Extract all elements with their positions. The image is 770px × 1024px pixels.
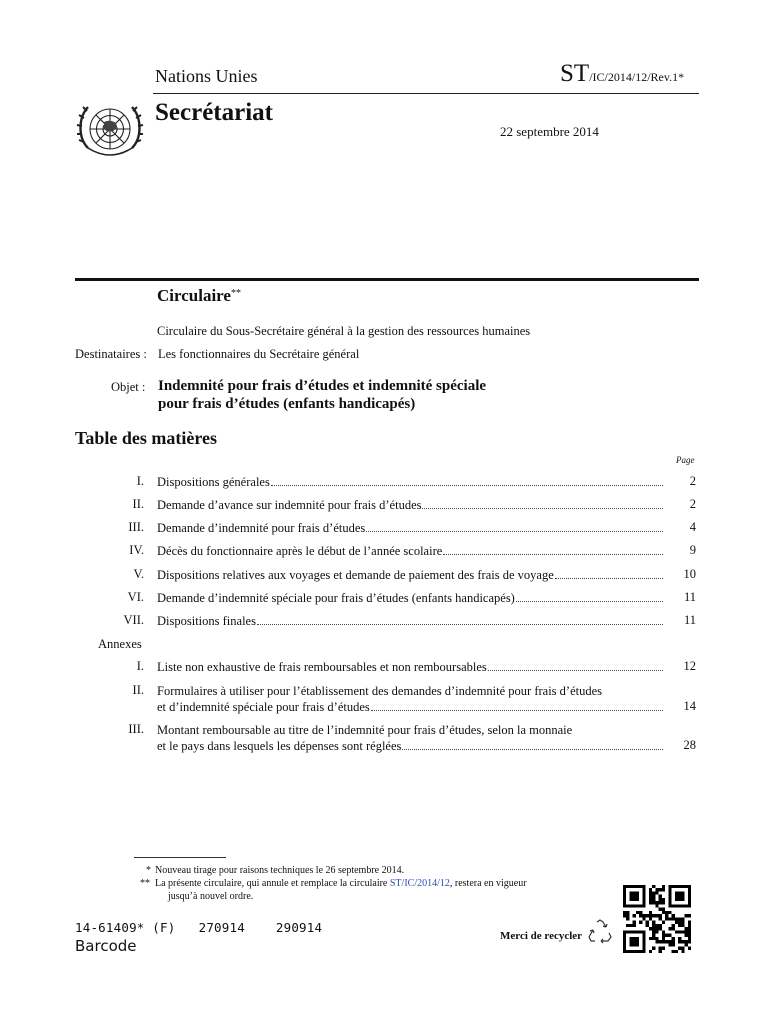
- circular-title: [157, 286, 241, 306]
- circular-title-text: Circulaire: [157, 286, 231, 305]
- toc-entry-page: 10: [683, 567, 696, 581]
- toc-heading: Table des matières: [75, 428, 217, 448]
- toc-leader-dots: [555, 578, 663, 579]
- barcode-label: Barcode: [75, 937, 137, 955]
- toc-entry-page: 14: [683, 699, 696, 713]
- toc-entry-title: [157, 613, 663, 629]
- toc-entry-page: 4: [689, 520, 696, 534]
- toc-entry-title-line: Formulaires à utiliser pour l’établissement des demandes d’indemnité pour frais d’études: [157, 684, 603, 698]
- organization-name: Nations Unies: [155, 66, 258, 86]
- toc-leader-dots: [257, 624, 663, 625]
- toc-entry-title: [157, 497, 663, 513]
- document-symbol-rest: /IC/2014/12/Rev.1*: [589, 70, 685, 84]
- un-emblem-icon: [74, 98, 146, 164]
- toc-leader-dots: [516, 601, 663, 602]
- toc-leader-dots: [371, 710, 663, 711]
- subject-line-1: Indemnité pour frais d’études et indemnité spéciale: [158, 378, 487, 394]
- footnote-rule: [134, 857, 226, 858]
- circular-title-footnote-mark: **: [230, 288, 241, 299]
- footnote-1-mark: *: [146, 865, 151, 876]
- toc-entry-title-line: Demande d’indemnité spéciale pour frais d’études (enfants handicapés): [157, 591, 515, 605]
- footnote-2-text-end: , restera en vigueur: [449, 878, 527, 889]
- toc-entry-title: [157, 590, 663, 606]
- section-divider: [75, 278, 699, 281]
- toc-entry-page: 12: [683, 659, 696, 673]
- toc-entry-title: [157, 659, 663, 675]
- recipients-value: Les fonctionnaires du Secrétaire général: [158, 347, 360, 361]
- footnote-2-line-2: jusqu’à nouvel ordre.: [168, 891, 254, 902]
- job-number: 14-61409* (F) 270914 290914: [75, 920, 323, 935]
- annexes-label: Annexes: [98, 637, 142, 651]
- toc-entry-title-line: Dispositions relatives aux voyages et demande de paiement des frais de voyage: [157, 568, 554, 582]
- toc-leader-dots: [366, 531, 663, 532]
- toc-page-column-label: Page: [676, 455, 695, 465]
- toc-entry-title-line: Liste non exhaustive de frais remboursables et non remboursables: [157, 660, 487, 674]
- toc-entry-number: I.: [136, 474, 144, 488]
- toc-leader-dots: [488, 670, 663, 671]
- toc-entry-title: [157, 683, 663, 715]
- footnote-2-text-start: La présente circulaire, qui annule et remplace la circulaire: [155, 878, 390, 889]
- toc-entry-title-line: Demande d’avance sur indemnité pour frais d’études: [157, 498, 422, 512]
- toc-entry-page: 11: [683, 613, 696, 627]
- toc-entry-number: II.: [132, 497, 144, 511]
- toc-entry-number: IV.: [129, 543, 144, 557]
- toc-entry-number: VI.: [127, 590, 144, 604]
- toc-entry-number: V.: [133, 567, 144, 581]
- toc-entry-title-line: Montant remboursable au titre de l’indemnité pour frais d’études, selon la monnaie: [157, 723, 573, 737]
- toc-entry-page: 28: [683, 738, 696, 752]
- toc-entry-page: 2: [689, 497, 696, 511]
- footnote-2-mark: **: [140, 878, 150, 889]
- subject-line-2: pour frais d’études (enfants handicapés): [158, 396, 416, 412]
- toc-entry-title-line: et d’indemnité spéciale pour frais d’études: [157, 700, 370, 714]
- toc-leader-dots: [271, 485, 663, 486]
- toc-entry-title-line: Demande d’indemnité pour frais d’études: [157, 521, 366, 535]
- circular-issuer: Circulaire du Sous-Secrétaire général à la gestion des ressources humaines: [157, 324, 531, 338]
- recipients-label: Destinataires :: [75, 347, 147, 361]
- footnote-2-link[interactable]: ST/IC/2014/12: [389, 878, 450, 889]
- footnote-2: [140, 877, 527, 890]
- toc-entry-title: [157, 722, 663, 754]
- toc-entry-title: [157, 474, 663, 490]
- toc-entry-title-line: et le pays dans lesquels les dépenses sont réglées: [157, 739, 402, 753]
- toc-entry-title: [157, 543, 663, 559]
- section-title: Secrétariat: [155, 99, 273, 126]
- header-rule: [153, 93, 699, 94]
- toc-entry-page: 9: [689, 543, 696, 557]
- toc-leader-dots: [443, 554, 663, 555]
- toc-entry-title: [157, 520, 663, 536]
- toc-entry-page: 11: [683, 590, 696, 604]
- footnote-1: [146, 864, 405, 877]
- toc-leader-dots: [402, 749, 663, 750]
- toc-entry-number: I.: [136, 659, 144, 673]
- toc-entry-number: III.: [128, 722, 144, 736]
- toc-entry-title-line: Dispositions générales: [157, 475, 270, 489]
- toc-leader-dots: [422, 508, 663, 509]
- recycle-text: Merci de recycler: [500, 930, 583, 942]
- toc-entry-title: [157, 567, 663, 583]
- toc-entry-number: II.: [132, 683, 144, 697]
- toc-entry-title-line: Dispositions finales: [157, 614, 256, 628]
- document-date: 22 septembre 2014: [500, 124, 599, 139]
- toc-entry-number: III.: [128, 520, 144, 534]
- document-symbol-main: ST: [560, 60, 590, 87]
- subject-label: Objet :: [111, 380, 146, 394]
- recycle-icon: [587, 918, 613, 944]
- document-symbol: [560, 60, 684, 88]
- toc-entry-title-line: Décès du fonctionnaire après le début de l’année scolaire: [157, 544, 443, 558]
- subject-value: [158, 377, 486, 413]
- toc-entry-page: 2: [689, 474, 696, 488]
- footnote-1-text: Nouveau tirage pour raisons techniques le 26 septembre 2014.: [155, 865, 405, 876]
- toc-entry-number: VII.: [123, 613, 144, 627]
- qr-code: [623, 885, 691, 953]
